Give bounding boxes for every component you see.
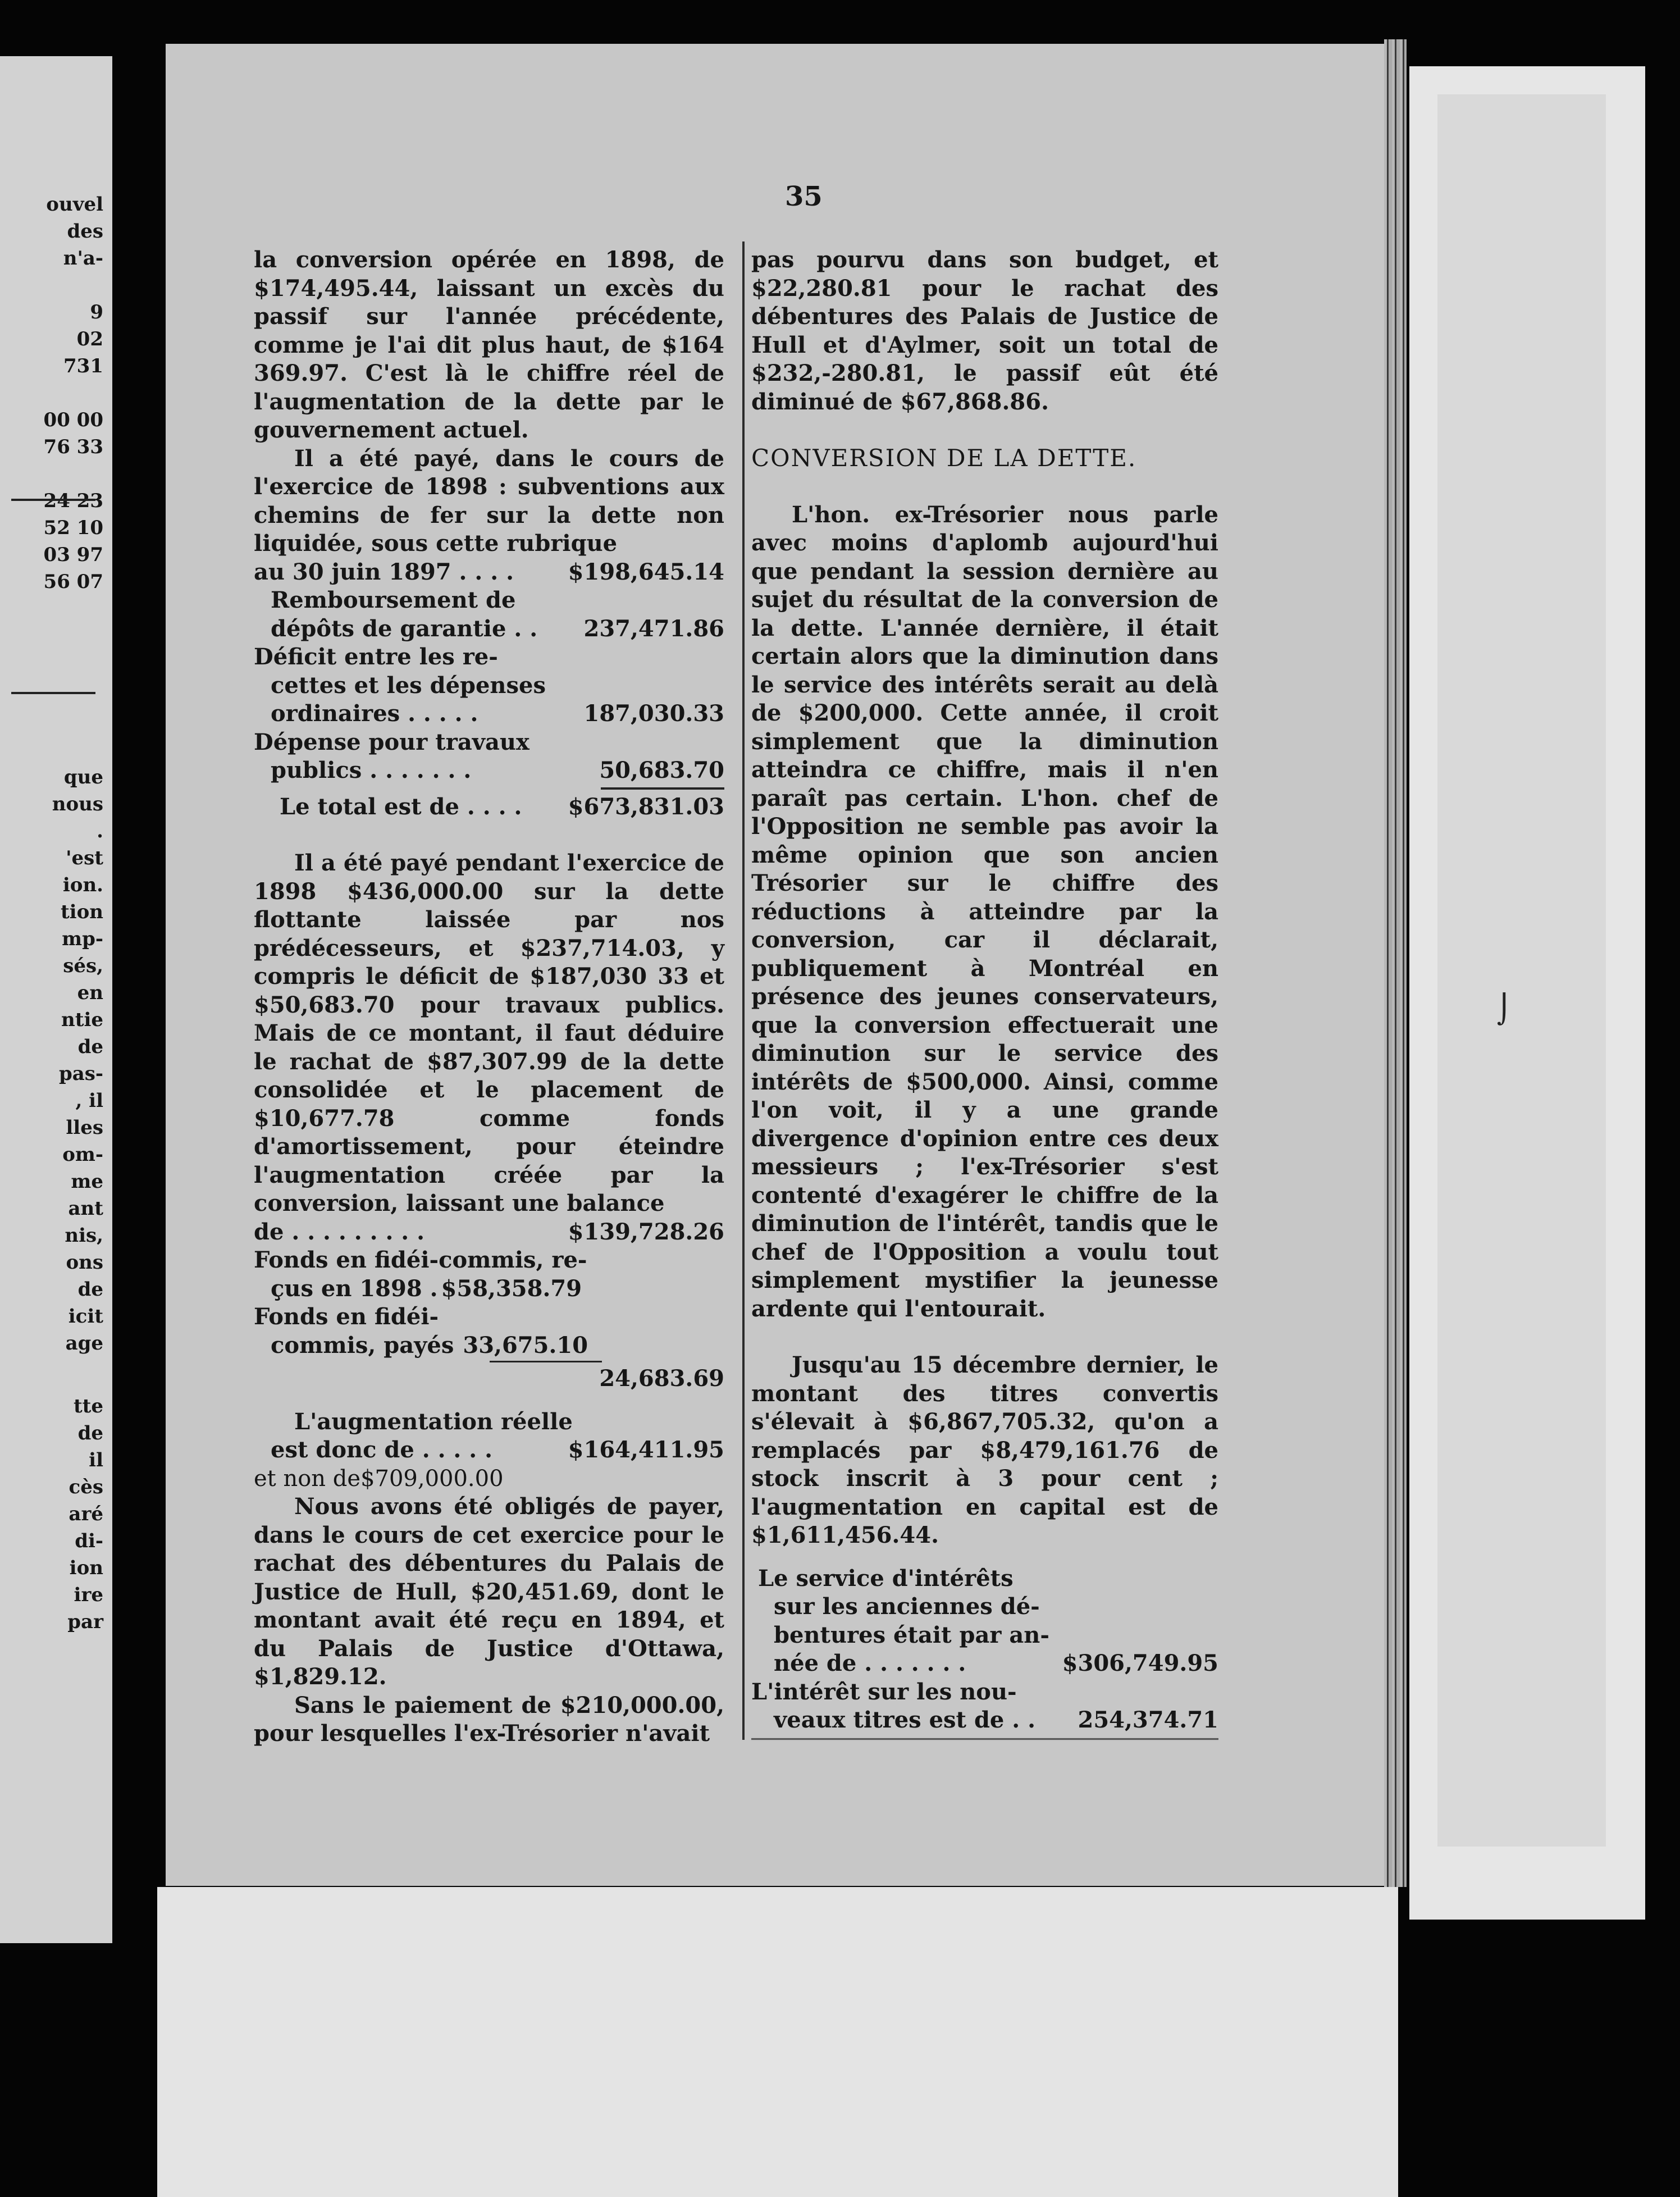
left-page-fragment-line: ire — [74, 1584, 103, 1606]
paragraph: Nous avons été obligés de payer, dans le cours de cet exercice pour le rachat des débentures du Palais de Justice de Hull, $20,451.69, dont le montant avait été reçu en 1894, et du Palais de Justice d'Ottawa, $1,829.12. — [254, 1493, 724, 1690]
left-page-fragment-line: pas- — [58, 1063, 103, 1085]
left-column — [254, 246, 724, 1748]
left-page-fragment-line: des — [67, 220, 103, 243]
left-page-fragment-line: age — [65, 1332, 103, 1355]
ledger-label: Déficit entre les re- — [254, 644, 498, 670]
ledger-label: publics . . . . . . . — [271, 757, 472, 783]
ledger-amount: 24,683.69 — [599, 1365, 724, 1392]
ledger-label: Le service d'intérêts — [758, 1565, 1014, 1592]
left-page-fragment-line: ouvel — [46, 193, 103, 216]
left-page-fragment-line: en — [77, 982, 103, 1004]
left-page-fragment-line: ant — [68, 1197, 103, 1220]
ledger-label: au 30 juin 1897 . . . . — [254, 558, 514, 585]
ledger-row — [751, 1706, 1218, 1740]
ledger-label: bentures était par an- — [774, 1621, 1049, 1648]
interest-ledger — [751, 1565, 1218, 1740]
left-page-fragment-top — [2, 191, 103, 595]
ledger-amount: 187,030.33 — [583, 700, 724, 727]
left-page-fragment-line: ion — [69, 1557, 103, 1579]
left-page-fragment-line: cès — [69, 1476, 103, 1498]
ledger-row — [254, 756, 724, 785]
payments-ledger — [254, 558, 724, 822]
ledger-label: L'intérêt sur les nou- — [751, 1678, 1017, 1705]
left-page-fragment-line: nis, — [65, 1224, 103, 1247]
ledger-row — [254, 700, 724, 728]
left-page-fragment-line: nous — [52, 793, 103, 815]
left-page-fragment-line: . — [97, 820, 103, 842]
ledger-amount: $139,728.26 — [568, 1218, 724, 1245]
left-page-fragment-line: il — [89, 1449, 103, 1471]
left-page-fragment-line: n'a- — [63, 247, 103, 270]
ledger-amount: 33,675.10 — [463, 1332, 588, 1359]
ledger-amount: $58,358.79 — [441, 1275, 582, 1302]
left-page-fragment-line: de — [77, 1278, 103, 1301]
left-page-fragment-line: 731 — [63, 355, 103, 377]
left-page-fragment-line: mp- — [62, 928, 103, 950]
ledger-label: Dépense pour travaux — [254, 728, 529, 755]
left-page-fragment-line: de — [77, 1422, 103, 1444]
left-page-fragment-line: , il — [75, 1090, 103, 1112]
paragraph: la conversion opérée en 1898, de $174,495.44, laissant un excès du passif sur l'année précédente, comme je l'ai dit plus haut, de $164 369.97. C'est là le chiffre réel de l'augmentation de la dette par le gouvernement actuel. — [254, 247, 724, 443]
ledger-amount: $709,000.00 — [360, 1465, 504, 1492]
ledger-row — [254, 1365, 724, 1393]
ledger-label: çus en 1898 . — [271, 1275, 438, 1302]
ledger-label: est donc de . . . . . — [271, 1437, 493, 1463]
spacer — [254, 1393, 724, 1408]
paragraph: L'hon. ex-Trésorier nous parle avec moins d'aplomb aujourd'hui que pendant la session dernière au sujet du résultat de la conversion de la dette. L'année dernière, il était certain alors que la diminution dans le service des intérêts serait au delà de $200,000. Cette année, il croit simplement que la diminution atteindra ce chiffre, mais il n'en paraît pas certain. L'hon. chef de l'Opposition ne semble pas avoir la même opinion que son ancien Trésorier sur le chiffre des réductions à atteindre par la conversion, car il déclarait, publiquement à Montréal en présence des jeunes conservateurs, que la conversion effectuerait une diminution sur le service des intérêts de $500,000. Ainsi, comme l'on voit, il y a une grande divergence d'opinion entre ces deux messieurs ; l'ex-Trésorier s'est contenté d'exagérer le chiffre de la diminution de l'intérêt, tandis que le chef de l'Opposition a voulu tout simplement mystifier la jeunesse ardente qui l'entourait. — [751, 501, 1218, 1322]
right-column — [751, 246, 1218, 1745]
adjacent-page-left — [0, 56, 112, 1943]
ledger-label: ordinaires . . . . . — [271, 700, 478, 727]
ledger-row — [254, 558, 724, 587]
left-page-fragment-line: de — [77, 1036, 103, 1058]
left-page-fragment-line: que — [63, 766, 103, 788]
left-page-fragment-line: ntie — [61, 1009, 103, 1031]
ledger-label: de . . . . . . . . . — [254, 1218, 425, 1245]
left-page-fragment-line: me — [71, 1170, 103, 1193]
ledger-label: Fonds en fidéi- — [254, 1303, 439, 1330]
left-page-fragment-line — [2, 272, 103, 299]
paragraph: Jusqu'au 15 décembre dernier, le montant des titres convertis s'élevait à $6,867,705.32, qu'on a remplacés par $8,479,161.76 de stock inscrit à 3 pour cent ; l'augmentation en capital est de $1,611,456.44. — [751, 1352, 1218, 1548]
spacer — [254, 821, 724, 849]
left-page-fragment-line: aré — [69, 1503, 103, 1525]
paragraph: pas pourvu dans son budget, et $22,280.81 pour le rachat des débentures des Palais de Justice de Hull et d'Aylmer, soit un total de $232,-280.81, le passif eût été diminué de $67,868.86. — [751, 247, 1218, 415]
ledger-row — [254, 615, 724, 644]
section-heading: CONVERSION DE LA DETTE. — [751, 444, 1137, 472]
ledger-label: commis, payés — [271, 1332, 454, 1359]
paragraph: Il a été payé, dans le cours de l'exercice de 1898 : subventions aux chemins de fer sur la dette non liquidée, sous cette rubrique — [254, 445, 724, 557]
left-page-fragment-line: 52 10 — [43, 517, 103, 539]
page-edges — [1384, 39, 1407, 1887]
spacer — [751, 473, 1218, 501]
left-page-fragment-line: icit — [68, 1305, 103, 1328]
ledger-amount: 254,374.71 — [1078, 1707, 1218, 1733]
ledger-amount: $198,645.14 — [568, 558, 724, 585]
ledger-amount: 50,683.70 — [599, 757, 724, 783]
ledger-row — [254, 1436, 724, 1465]
ledger-row — [254, 1465, 724, 1493]
ledger-row — [254, 1332, 724, 1360]
balance-ledger — [254, 1218, 724, 1493]
left-page-rule — [11, 499, 95, 501]
ledger-label: sur les anciennes dé- — [774, 1593, 1040, 1620]
ledger-total-row — [254, 793, 724, 822]
left-page-fragment-line: tion — [60, 901, 103, 923]
spacer — [751, 1550, 1218, 1565]
ledger-total-label: Le total est de . . . . — [280, 793, 522, 820]
column-divider — [742, 241, 745, 1740]
adjacent-page-right-shade — [1437, 94, 1606, 1847]
sum-rule — [254, 1360, 724, 1365]
left-page-fragment-line: lles — [66, 1116, 103, 1139]
page-bottom-margin — [157, 1887, 1398, 2197]
ledger-amount: $306,749.95 — [1062, 1650, 1218, 1676]
stray-mark: ⌡ — [1497, 993, 1512, 1025]
left-page-fragment-line: 76 33 — [43, 436, 103, 458]
ledger-row — [254, 1218, 724, 1247]
ledger-label: L'augmentation réelle — [294, 1408, 573, 1435]
left-page-fragment-line: ons — [66, 1251, 103, 1274]
ledger-row — [751, 1649, 1218, 1678]
page-number: 35 — [785, 181, 823, 212]
left-page-fragment-line: 00 00 — [43, 409, 103, 431]
left-page-rule — [11, 692, 95, 694]
ledger-row — [254, 1275, 724, 1303]
ledger-label: cettes et les dépenses — [271, 672, 546, 699]
left-page-fragment-middle — [2, 764, 103, 1357]
left-page-fragment-line: 56 07 — [43, 571, 103, 593]
ledger-amount: $164,411.95 — [568, 1437, 724, 1463]
ledger-label: née de . . . . . . . — [774, 1650, 966, 1676]
left-page-fragment-line: 'est — [66, 847, 103, 869]
left-page-fragment-line: 24 23 — [43, 490, 103, 512]
left-page-fragment-line: tte — [73, 1395, 103, 1417]
ledger-label: Fonds en fidéi-commis, re- — [254, 1247, 587, 1273]
left-page-fragment-line: om- — [62, 1143, 103, 1166]
spacer — [751, 1323, 1218, 1351]
left-page-fragment-line: 03 97 — [43, 544, 103, 566]
ledger-label: et non de — [254, 1465, 361, 1492]
ledger-label: dépôts de garantie . . — [271, 615, 538, 642]
left-page-fragment-line: di- — [75, 1530, 103, 1552]
left-page-fragment-line: sés, — [63, 955, 103, 977]
left-page-fragment-line — [2, 380, 103, 407]
ledger-label: veaux titres est de . . — [774, 1707, 1036, 1733]
ledger-label: Remboursement de — [271, 587, 516, 613]
left-page-fragment-line: 02 — [76, 328, 103, 350]
paragraph: Il a été payé pendant l'exercice de 1898 $436,000.00 sur la dette flottante laissée par nos prédécesseurs, et $237,714.03, y compris le déficit de $187,030 33 et $50,683.70 pour travaux publics. Mais de ce montant, il faut déduire le rachat de $87,307.99 de la dette consolidée et le placement de $10,677.78 comme fonds d'amortissement, pour éteindre l'augmentation créée par la conversion, laissant une balance — [254, 850, 724, 1216]
sum-rule — [254, 785, 724, 793]
left-page-fragment-line: par — [67, 1611, 103, 1633]
left-page-fragment-bottom — [2, 1393, 103, 1635]
left-page-fragment-line — [2, 461, 103, 487]
spacer — [751, 416, 1218, 444]
left-page-fragment-line: ion. — [62, 874, 103, 896]
ledger-total-amount: $673,831.03 — [568, 793, 724, 820]
paragraph: Sans le paiement de $210,000.00, pour lesquelles l'ex-Trésorier n'avait — [254, 1692, 724, 1747]
ledger-amount: 237,471.86 — [583, 615, 724, 642]
left-page-fragment-line: 9 — [90, 301, 103, 323]
